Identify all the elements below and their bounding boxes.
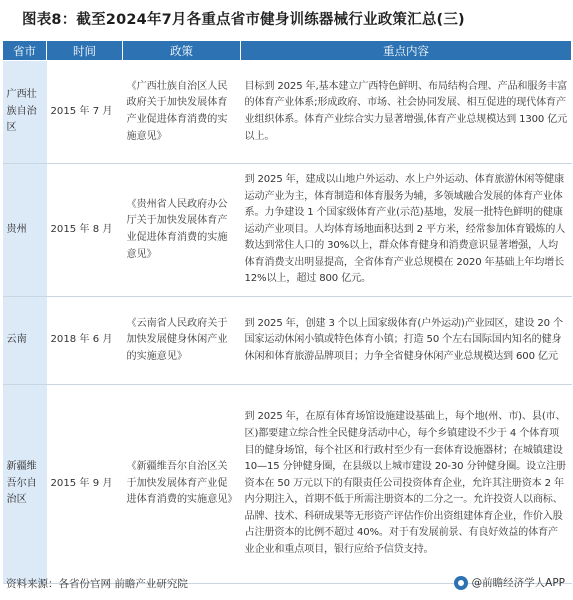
brand-credit — [454, 575, 565, 590]
policy-table — [2, 40, 572, 584]
content-cell: 目标到 2025 年,基本建立广西特色鲜明、布局结构合理、产品和服务丰富的体育产业体系;形成政府、市场、社会协同发展、相互促进的现代体育产业组织体系。体育产业综合实力显著增强,体育产业总规模达到 1300 亿元以上。 — [241, 61, 572, 164]
column-header-time: 时间 — [47, 41, 123, 61]
policy-cell: 《云南省人民政府关于加快发展健身休闲产业的实施意见》 — [123, 297, 241, 385]
column-header-content: 重点内容 — [241, 41, 572, 61]
page-title: 图表8：截至2024年7月各重点省市健身训练器械行业政策汇总(三) — [22, 12, 465, 28]
province-cell: 贵州 — [3, 164, 47, 297]
policy-cell: 《广西壮族自治区人民政府关于加快发展体育产业促进体育消费的实施意见》 — [123, 61, 241, 164]
content-cell: 到 2025 年，创建 3 个以上国家级体育(户外运动)产业园区，建设 20 个国家运动休闲小镇或特色体育小镇；打造 50 个左右国际国内知名的健身休闲和体育旅游品牌项目；力争全省健身休闲产业总规模达到 600 亿元 — [241, 297, 572, 385]
content-cell: 到 2025 年，在原有体育场馆设施建设基础上，每个地(州、市)、县(市、区)都要建立综合性全民健身活动中心，每个乡镇建设不少于 4 个体育项目的健身场馆，每个社区和行政村至少有一套体育设施器材；在城镇建设 10—15 分钟健身圈，在县级以上城市建设 20-30 分钟健身圈。设立注册资本在 50 万元以下的有限责任公司投资体育企业，允许其注册资本 2 年内分期注入，首期不低于所需注册资本的二分之一。允许投资人以商标、品牌、技术、科研成果等无形资产评估作价出资组建体育企业，作价入股占注册资本的比例不超过 40%。对于有发展前景、有良好效益的体育产业企业和重点项目，银行应给予信贷支持。 — [241, 385, 572, 584]
table-row — [3, 297, 572, 385]
province-cell: 云南 — [3, 297, 47, 385]
time-cell: 2015 年 9 月 — [47, 385, 123, 584]
time-cell: 2015 年 8 月 — [47, 164, 123, 297]
content-cell: 到 2025 年，建成以山地户外运动、水上户外运动、体育旅游休闲等健康运动产业为主，体育制造和体育服务为辅，多领域融合发展的体育产业体系。力争建设 1 个国家级体育产业(示范)基地，发展一批特色鲜明的健康运动产业项目。人均体育场地面积达到 2 平方米，经常参加体育锻炼的人数达到常住人口的 30%以上，群众体育健身和消费意识显著增强，人均体育消费支出明显提高，全省体育产业总规模在 2020 年基础上年均增长 12%以上，超过 800 亿元。 — [241, 164, 572, 297]
table-row — [3, 164, 572, 297]
province-cell: 广西壮族自治区 — [3, 61, 47, 164]
time-cell: 2015 年 7 月 — [47, 61, 123, 164]
table-row — [3, 385, 572, 584]
table-header-row — [3, 41, 572, 61]
brand-label: @前瞻经济学人APP — [471, 577, 565, 589]
column-header-province: 省市 — [3, 41, 47, 61]
policy-cell: 《贵州省人民政府办公厅关于加快发展体育产业促进体育消费的实施意见》 — [123, 164, 241, 297]
source-note: 资料来源：各省份官网 前瞻产业研究院 — [6, 578, 188, 590]
time-cell: 2018 年 6 月 — [47, 297, 123, 385]
policy-cell: 《新疆维吾尔自治区关于加快发展体育产业促进体育消费的实施意见》 — [123, 385, 241, 584]
column-header-policy: 政策 — [123, 41, 241, 61]
brand-logo-icon — [454, 576, 468, 590]
province-cell: 新疆维吾尔自治区 — [3, 385, 47, 584]
table-row — [3, 61, 572, 164]
